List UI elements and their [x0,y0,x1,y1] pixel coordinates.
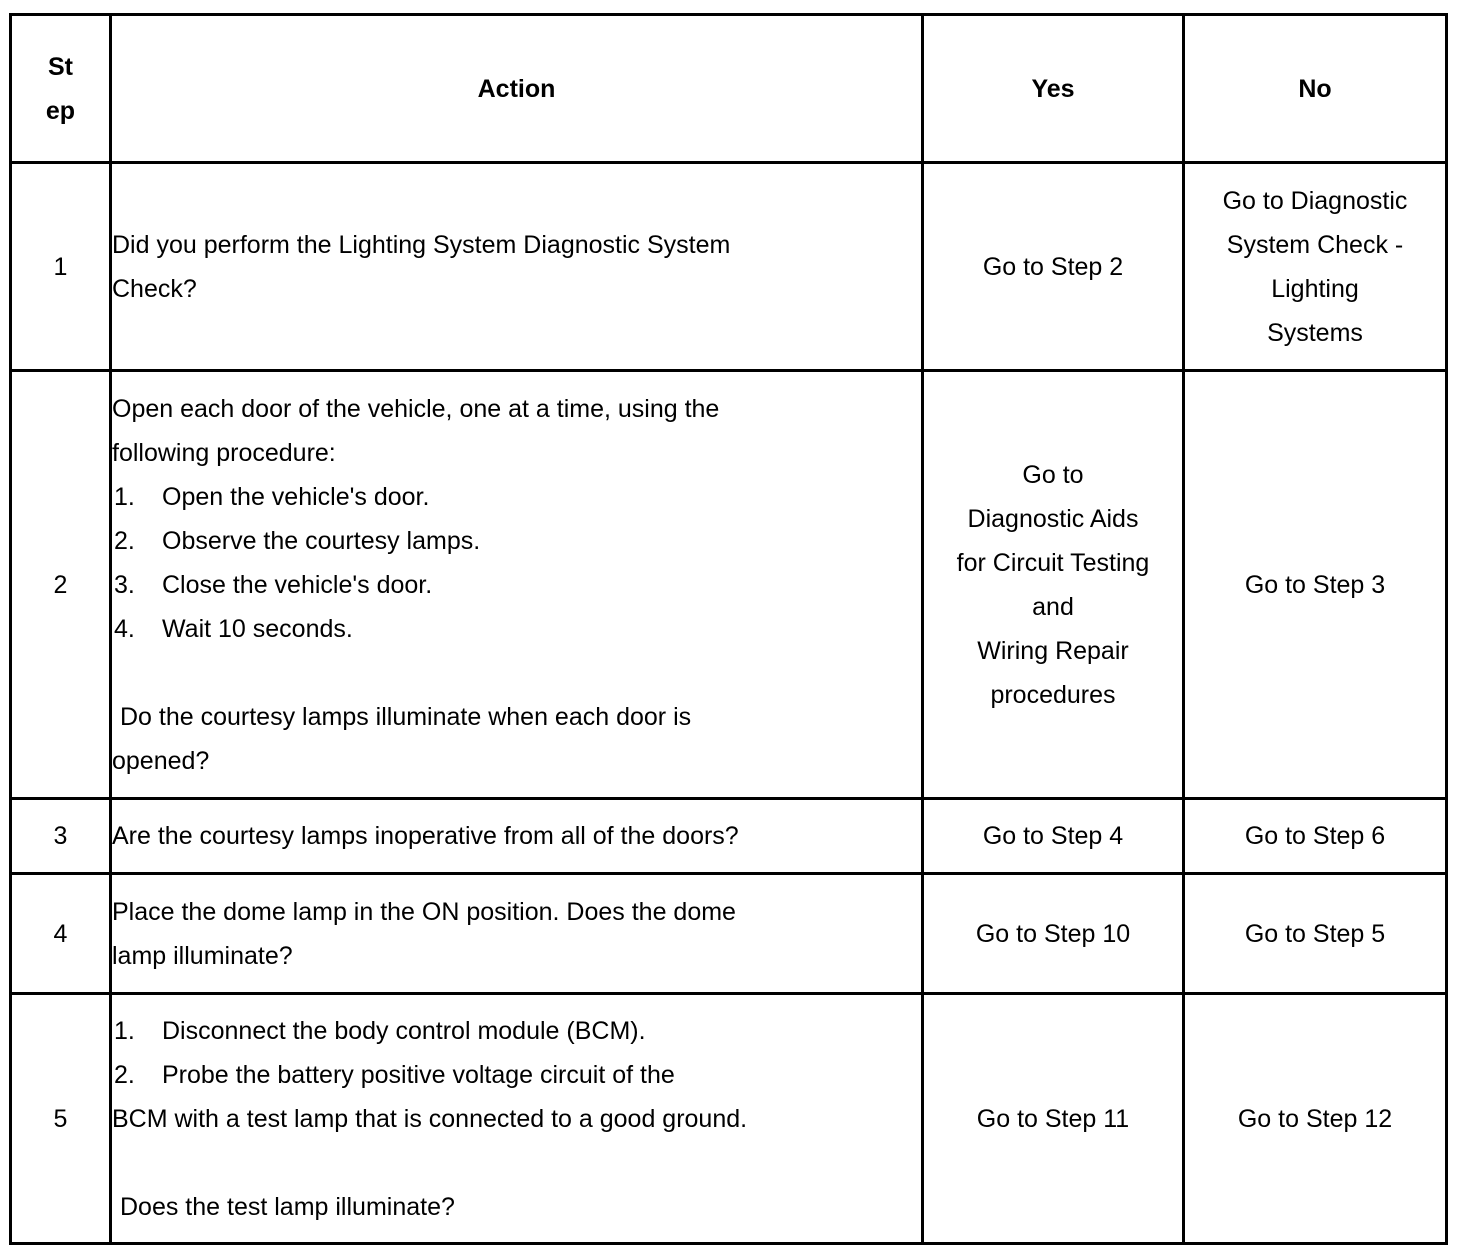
action-cell [111,163,923,371]
step-number: 3 [11,799,111,874]
yes-cell [923,994,1184,1244]
no-cell [1184,994,1447,1244]
header-step-line-1: St [48,52,73,81]
action-text-line: Place the dome lamp in the ON position. Does the dome [112,897,736,926]
procedure-step: 3. Close the vehicle's door. [114,570,433,599]
header-yes: Yes [923,15,1184,163]
no-link[interactable]: Go to Step 3 [1244,570,1386,599]
action-text-line: following procedure: [112,438,336,467]
action-cell [111,799,923,874]
yes-cell [923,799,1184,874]
no-cell [1184,874,1447,994]
no-link-line[interactable]: Go to Diagnostic [1222,186,1408,215]
no-cell [1184,799,1447,874]
yes-link-line[interactable]: Diagnostic Aids [967,504,1139,533]
yes-link-line[interactable]: Go to [1022,460,1084,489]
action-text-line: Did you perform the Lighting System Diagnostic System [112,230,731,259]
diagnostic-table [9,13,1448,1245]
action-text-line: BCM with a test lamp that is connected to a good ground. [112,1104,748,1133]
procedure-step: 1. Disconnect the body control module (BCM). [114,1016,646,1045]
yes-link-line[interactable]: and [1032,592,1074,621]
procedure-step: 4. Wait 10 seconds. [114,614,353,643]
action-cell [111,874,923,994]
yes-link-line[interactable]: Wiring Repair [977,636,1129,665]
table-row-4 [11,874,1447,994]
no-link[interactable]: Go to Step 12 [1237,1104,1393,1133]
yes-link[interactable]: Go to Step 4 [982,822,1124,850]
procedure-step: 2. Observe the courtesy lamps. [114,526,481,555]
no-link[interactable]: Go to Step 6 [1244,822,1386,850]
action-text-line: Check? [112,274,197,303]
no-link-line[interactable]: System Check - [1226,230,1404,259]
table-row-2 [11,371,1447,799]
action-cell [111,994,923,1244]
yes-link-line[interactable]: for Circuit Testing [956,548,1150,577]
step-number: 2 [11,371,111,799]
yes-link[interactable]: Go to Step 10 [975,919,1131,948]
yes-link-line[interactable]: procedures [990,680,1116,709]
yes-cell [923,874,1184,994]
action-text-line: Open each door of the vehicle, one at a time, using the [112,394,720,423]
action-question-line: Do the courtesy lamps illuminate when each door is [120,702,692,731]
action-question: Does the test lamp illuminate? [120,1192,455,1221]
no-cell [1184,371,1447,799]
yes-cell [923,371,1184,799]
header-row [11,15,1447,163]
no-link-line[interactable]: Systems [1267,318,1363,347]
table-row-3 [11,799,1447,874]
no-link-line[interactable]: Lighting [1271,274,1359,303]
header-no: No [1184,15,1447,163]
yes-link[interactable]: Go to Step 2 [982,252,1124,281]
yes-cell [923,163,1184,371]
procedure-step: 1. Open the vehicle's door. [114,482,430,511]
no-link[interactable]: Go to Step 5 [1244,919,1386,948]
action-text-line: lamp illuminate? [112,941,293,970]
step-number: 1 [11,163,111,371]
action-cell [111,371,923,799]
procedure-step: 2. Probe the battery positive voltage circuit of the [114,1060,675,1089]
header-step-line-2: ep [45,96,76,125]
yes-link[interactable]: Go to Step 11 [976,1104,1130,1133]
header-step [11,15,111,163]
table-row-5 [11,994,1447,1244]
action-text: Are the courtesy lamps inoperative from all of the doors? [112,822,739,850]
action-question-line: opened? [112,746,210,775]
no-cell [1184,163,1447,371]
header-action: Action [111,15,923,163]
step-number: 5 [11,994,111,1244]
table-row-1 [11,163,1447,371]
step-number: 4 [11,874,111,994]
